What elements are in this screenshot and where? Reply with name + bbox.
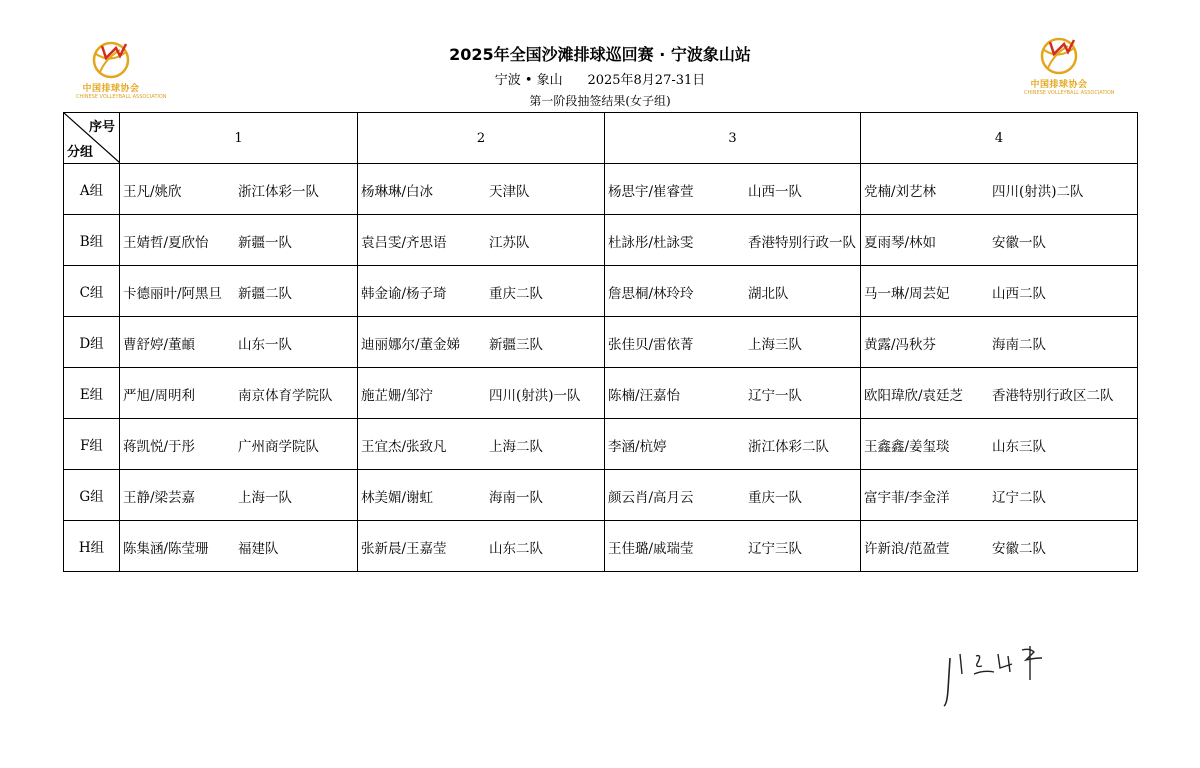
team-name: 四川(射洪)一队 [489, 388, 581, 404]
team-name: 山东一队 [238, 337, 292, 353]
player-pair: 曹舒婷/董頔 [123, 337, 196, 353]
team-name: 重庆一队 [748, 490, 802, 506]
corner-seq-label: 序号 [88, 120, 115, 135]
group-label-cell: D组 [64, 317, 120, 368]
team-cell [605, 470, 861, 521]
player-pair: 王婧哲/夏欣怡 [123, 235, 209, 251]
player-pair: 颜云肖/高月云 [608, 490, 694, 506]
player-pair: 张新晨/王嘉莹 [361, 541, 447, 557]
team-cell [358, 419, 605, 470]
team-cell [605, 317, 861, 368]
team-cell [605, 266, 861, 317]
team-name: 辽宁二队 [992, 490, 1046, 506]
player-pair: 富宇菲/李金洋 [864, 490, 950, 506]
table-body [64, 164, 1138, 572]
team-cell [358, 266, 605, 317]
player-pair: 詹思桐/林玲玲 [608, 286, 694, 302]
date-text: 2025年8月27-31日 [587, 73, 706, 88]
team-name: 安徽一队 [992, 235, 1046, 251]
team-name: 山西二队 [992, 286, 1046, 302]
player-pair: 黄露/冯秋芬 [864, 337, 937, 353]
player-pair: 陈集涵/陈莹珊 [123, 541, 209, 557]
table-row [64, 470, 1138, 521]
logo-name-cn: 中国排球协会 [82, 84, 140, 94]
team-name: 广州商学院队 [238, 439, 319, 455]
player-pair: 蒋凯悦/于彤 [123, 439, 196, 455]
team-name: 福建队 [238, 541, 279, 557]
team-name: 江苏队 [489, 235, 530, 251]
player-pair: 林美媚/谢虹 [361, 490, 434, 506]
team-name: 山西一队 [748, 184, 802, 200]
location-text: 宁波 • 象山 [494, 73, 563, 88]
group-label-cell: F组 [64, 419, 120, 470]
team-cell [861, 215, 1138, 266]
team-name: 南京体育学院队 [238, 388, 333, 404]
team-name: 新疆一队 [238, 235, 292, 251]
logo-name-en: CHINESE VOLLEYBALL ASSOCIATION [1024, 90, 1115, 96]
team-cell [120, 521, 358, 572]
team-cell [861, 164, 1138, 215]
team-cell [861, 317, 1138, 368]
team-cell [120, 470, 358, 521]
table-row [64, 164, 1138, 215]
player-pair: 陈楠/汪嘉怡 [608, 388, 681, 404]
team-cell [120, 215, 358, 266]
player-pair: 王静/梁芸嘉 [123, 490, 196, 506]
team-name: 山东二队 [489, 541, 543, 557]
column-header: 4 [861, 113, 1138, 164]
team-cell [120, 164, 358, 215]
team-cell [358, 470, 605, 521]
logo-name-en: CHINESE VOLLEYBALL ASSOCIATION [76, 94, 167, 100]
team-cell [358, 215, 605, 266]
player-pair: 王宜杰/张致凡 [361, 439, 447, 455]
group-label-cell: A组 [64, 164, 120, 215]
table-row [64, 521, 1138, 572]
team-cell [861, 419, 1138, 470]
table-row [64, 419, 1138, 470]
handwritten-signature [938, 628, 1058, 708]
column-header: 3 [605, 113, 861, 164]
team-name: 香港特别行政区二队 [992, 388, 1114, 404]
team-name: 香港特别行政一队 [748, 235, 856, 251]
team-name: 上海一队 [238, 490, 292, 506]
player-pair: 马一琳/周芸妃 [864, 286, 950, 302]
team-name: 四川(射洪)二队 [992, 184, 1084, 200]
player-pair: 党楠/刘艺林 [864, 184, 937, 200]
column-header: 1 [120, 113, 358, 164]
table-row [64, 266, 1138, 317]
team-cell [605, 419, 861, 470]
table-row [64, 368, 1138, 419]
draw-results-table [63, 112, 1138, 572]
team-cell [861, 368, 1138, 419]
player-pair: 袁吕雯/齐思语 [361, 235, 447, 251]
player-pair: 欧阳瑋欣/袁廷芝 [864, 388, 964, 404]
team-cell [605, 164, 861, 215]
player-pair: 王鑫鑫/姜玺琰 [864, 439, 950, 455]
team-cell [861, 470, 1138, 521]
team-cell [358, 164, 605, 215]
team-name: 辽宁一队 [748, 388, 802, 404]
team-name: 上海三队 [748, 337, 802, 353]
player-pair: 王凡/姚欣 [123, 184, 182, 200]
team-name: 浙江体彩二队 [748, 439, 829, 455]
team-cell [605, 215, 861, 266]
column-header: 2 [358, 113, 605, 164]
player-pair: 韩金谕/杨子琦 [361, 286, 447, 302]
team-cell [861, 266, 1138, 317]
team-name: 新疆三队 [489, 337, 543, 353]
team-name: 天津队 [489, 184, 530, 200]
team-name: 海南二队 [992, 337, 1046, 353]
volleyball-logo-icon [1024, 36, 1094, 80]
table-row [64, 317, 1138, 368]
team-cell [605, 521, 861, 572]
player-pair: 严旭/周明利 [123, 388, 196, 404]
team-name: 新疆二队 [238, 286, 292, 302]
corner-group-label: 分组 [67, 145, 94, 160]
player-pair: 夏雨琴/林如 [864, 235, 937, 251]
volleyball-association-logo-right [1024, 36, 1115, 98]
team-name: 重庆二队 [489, 286, 543, 302]
player-pair: 张佳贝/雷依菁 [608, 337, 694, 353]
corner-header-cell [64, 113, 120, 164]
team-name: 安徽二队 [992, 541, 1046, 557]
team-cell [605, 368, 861, 419]
player-pair: 杨琳琳/白冰 [361, 184, 434, 200]
player-pair: 施芷姗/邹泞 [361, 388, 434, 404]
player-pair: 迪丽娜尔/董金娣 [361, 337, 461, 353]
team-name: 湖北队 [748, 286, 789, 302]
team-cell [120, 419, 358, 470]
team-cell [358, 317, 605, 368]
location-date-line [0, 69, 1200, 88]
page-subtitle: 第一阶段抽签结果(女子组) [529, 94, 671, 108]
player-pair: 杨思宇/崔睿萱 [608, 184, 694, 200]
team-cell [120, 317, 358, 368]
player-pair: 许新浪/范盈萱 [864, 541, 950, 557]
team-cell [358, 521, 605, 572]
team-name: 辽宁三队 [748, 541, 802, 557]
player-pair: 卡德丽叶/阿黑旦 [123, 286, 223, 302]
team-cell [358, 368, 605, 419]
group-label-cell: H组 [64, 521, 120, 572]
team-name: 山东三队 [992, 439, 1046, 455]
group-label-cell: E组 [64, 368, 120, 419]
group-label-cell: C组 [64, 266, 120, 317]
team-cell [120, 368, 358, 419]
team-name: 浙江体彩一队 [238, 184, 319, 200]
team-name: 上海二队 [489, 439, 543, 455]
table-row [64, 215, 1138, 266]
team-cell [120, 266, 358, 317]
table-header-row [64, 113, 1138, 164]
team-cell [861, 521, 1138, 572]
player-pair: 杜詠彤/杜詠雯 [608, 235, 694, 251]
team-name: 海南一队 [489, 490, 543, 506]
group-label-cell: B组 [64, 215, 120, 266]
page-title: 2025年全国沙滩排球巡回赛 · 宁波象山站 [449, 45, 751, 64]
player-pair: 王佳璐/戚瑞莹 [608, 541, 694, 557]
player-pair: 李涵/杭婷 [608, 439, 667, 455]
logo-name-cn: 中国排球协会 [1030, 80, 1088, 90]
group-label-cell: G组 [64, 470, 120, 521]
